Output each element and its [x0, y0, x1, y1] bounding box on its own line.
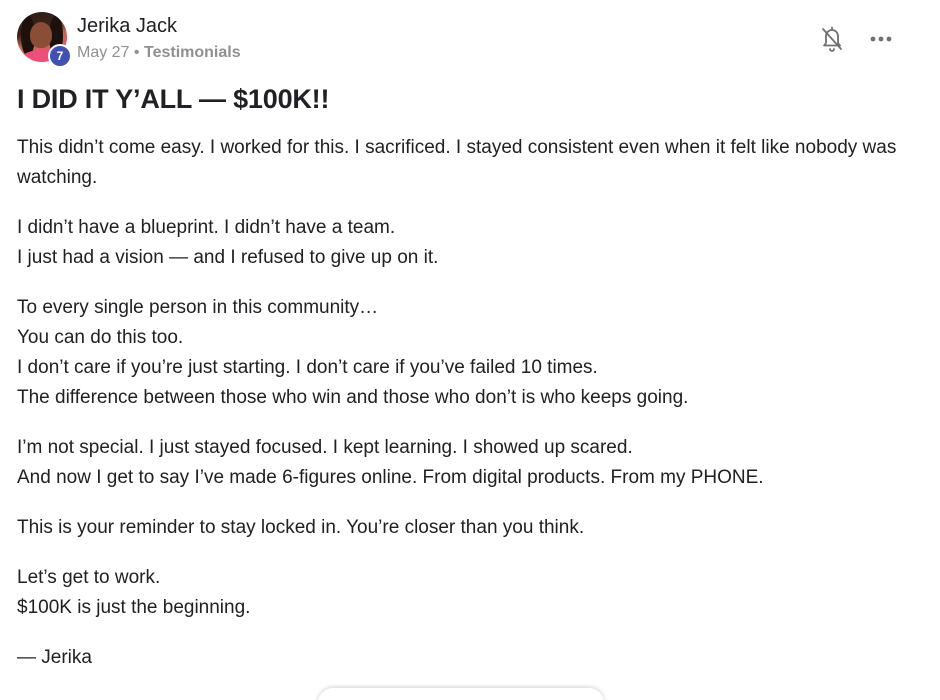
paragraph-line: — Jerika: [17, 647, 92, 668]
notification-toggle-button[interactable]: [818, 24, 846, 54]
post-meta: [77, 44, 241, 62]
meta-separator: •: [133, 44, 140, 61]
paragraph-line: I’m not special. I just stayed focused. I kept learning. I showed up scared.: [17, 437, 633, 458]
more-options-button[interactable]: [866, 26, 896, 52]
post-category[interactable]: Testimonials: [143, 44, 241, 61]
paragraph: [17, 133, 917, 193]
paragraph: [17, 563, 917, 623]
paragraph: [17, 513, 917, 543]
paragraph-line: I don’t care if you’re just starting. I don’t care if you’ve failed 10 times.: [17, 357, 598, 378]
paragraph-line: This is your reminder to stay locked in. You’re closer than you think.: [17, 517, 585, 538]
paragraph-line: And now I get to say I’ve made 6-figures online. From digital products. From my PHONE.: [17, 467, 764, 488]
floating-action-bar[interactable]: [318, 688, 604, 700]
paragraph-line: $100K is just the beginning.: [17, 597, 251, 618]
paragraph-line: This didn’t come easy. I worked for this. I sacrificed. I stayed consistent even when it felt like nobody was watching.: [17, 137, 897, 188]
post-date: May 27: [77, 44, 130, 61]
paragraph: [17, 213, 917, 273]
paragraph-line: I just had a vision — and I refused to give up on it.: [17, 247, 439, 268]
paragraph: [17, 293, 917, 413]
post-body: [17, 133, 917, 693]
paragraph-line: You can do this too.: [17, 327, 184, 348]
paragraph: [17, 433, 917, 493]
paragraph-line: To every single person in this community…: [17, 297, 379, 318]
paragraph: [17, 643, 917, 673]
paragraph-line: I didn’t have a blueprint. I didn’t have a team.: [17, 217, 396, 238]
level-badge: 7: [48, 44, 72, 68]
bell-off-icon: [820, 25, 844, 53]
paragraph-line: Let’s get to work.: [17, 567, 161, 588]
author-name[interactable]: Jerika Jack: [77, 15, 178, 37]
author-avatar-group[interactable]: [17, 12, 69, 64]
post-title: I DID IT Y’ALL — $100K!!: [17, 84, 330, 114]
more-horizontal-icon: [869, 35, 893, 43]
paragraph-line: The difference between those who win and those who don’t is who keeps going.: [17, 387, 689, 408]
